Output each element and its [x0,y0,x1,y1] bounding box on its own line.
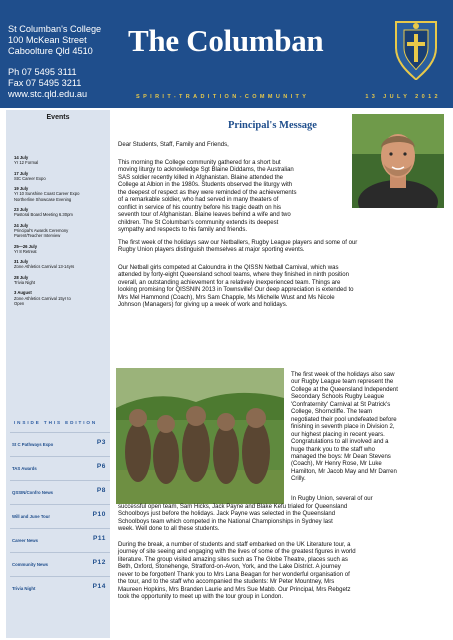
rugby-team-photo [116,368,284,504]
paragraph-rugby-union: successful open team, Sam Hicks, Jack Payne and Blake Kefu trialed for Queensland Schoolboys just before the holidays. Jack Payne was selected in the Queensland Schoolboys team which competed in the National Championships in Sydney last week. Well done to all these students. [118,504,348,533]
street-line: 100 McKean Street [8,35,87,46]
index-item[interactable]: Trivia Night P14 [10,576,110,600]
inside-edition-heading: INSIDE THIS EDITION [14,420,98,425]
principal-photo [352,114,444,208]
newsletter-title: The Columban [128,23,324,58]
article-heading: Principal's Message [228,120,317,131]
event-item: 24 July Principal's Awards Ceremony Parent/Teacher Interview [14,222,69,239]
paragraph-netball: Our Netball girls competed at Caloundra in the QISSN Netball Carnival, which was attended by forty-eight Queensland school teams, where they finished in ninth position overall, an outstanding achievement for a relatively inexperienced team. Things are looking promising for QISSNIN 2013 in Townsville! Our deep appreciation is extended to Mrs Mel Hammond (Coach), Mrs Sam Chapple, Ms Michelle Wust and Ms Nicole Johnson (Managers) for giving up a week of work and holidays. [118,265,354,309]
suburb-line: Caboolture Qld 4510 [8,46,93,57]
event-item: 19 July Yr 10 Sunshine Coast Career Expo Northerline Showcase Evening [14,186,80,202]
event-item: 14 July Yr 12 Formal [14,155,39,166]
school-address [8,24,101,100]
event-item: 23 July Pastoral Board Meeting 6.30pm [14,207,73,218]
paragraph-uk-tour: During the break, a number of students and staff embarked on the UK Literature tour, a journey of site seeing and engaging with the lives of some of the greatest figures in world literature. The group visited amazing sites such as The Globe Theatre, places such as Beth, Oxford, Stonehenge, Stratford-on-Avon, York, and the Lake District. A journey never to be forgotten! Thank you to Mrs Lana Beagan for her wonderful organisation of the tour, and to the staff who accompanied the students: Mr Peter Mountney, Mrs Maureen Hopkins, Mrs Branden Laurie and Mrs Sue Mabb. Our Principal, Mrs Rebgetz took the opportunity to meet up with the tour group in London. [118,542,356,601]
greeting: Dear Students, Staff, Family and Friends, [118,142,229,148]
paragraph-rugby-union-start: In Rugby Union, several of our [291,496,373,502]
college-crest-icon [390,18,442,84]
event-item: 28 July Trivia Night [14,274,36,286]
event-item: 17 July StC Career Expo [14,170,46,181]
events-heading: Events [46,114,70,121]
events-list [14,155,106,311]
motto-strip: SPIRIT-TRADITION-COMMUNITY [136,94,310,100]
masthead [0,0,453,108]
paragraph-rugby-league: The first week of the holidays also saw our Rugby League team represent the College at the Queensland Independent Secondary Schools Rugby League 'Confraternity' Carnival at St Patrick's College, Shorncliffe. The team negotiated their pool undefeated before finishing in seventh place in Division 2, our highest placing in recent years. Congratulations to all involved and a huge thank you to the staff who managed the boys: Mr Dean Stevens (Coach), Mr Henry Rose, Mr Luke Hamilton, Mr Jacob May and Mr Darren Crilly. [291,372,398,483]
phone-line: Ph 07 5495 3111 [8,66,77,77]
index-item[interactable]: Will and June Tour P10 [10,504,110,528]
school-name: St Columban's College [8,24,102,34]
edition-index [10,432,110,600]
paragraph-liturgy: This morning the College community gathered for a short but moving liturgy to acknowledge Sgt Blaine Diddams, the Australian SAS soldier recently killed in Afghanistan. Blaine attended the College at Albion in the 1980s. Students observed the liturgy with the deepest of respect as they were reminded of the achievements of a remarkable soldier, who had served in many theaters of conflict in service of his country before his tragic death on his seventh tour of Afghanistan. Blaine leaves behind a wife and two children. The St Columban's community extends its deepest sympathy and respects to his family and friends. [118,160,297,234]
index-item[interactable]: TAS Awards P6 [10,456,110,480]
fax-line: Fax 07 5495 3211 [8,77,82,88]
index-item[interactable]: Community News P12 [10,552,110,576]
index-item[interactable]: St C Pathways Expo P3 [10,432,110,456]
index-item[interactable]: Career News P11 [10,528,110,552]
event-item: 25—26 July Yr 8 Retreat [14,243,38,254]
issue-date: 13 JULY 2012 [365,94,441,100]
event-item: 31 July Zone Athletics Carnival 13-14yrs [14,259,75,270]
paragraph-holidays: The first week of the holidays saw our Netballers, Rugby League players and some of our Rugby Union players distinguish themselves at major sporting events. [118,240,358,254]
index-item[interactable]: QSSIN/Confro News P8 [10,480,110,504]
event-item: 3 August Zone Athletics Carnival 15yr to Open [14,290,71,306]
website-link[interactable]: www.stc.qld.edu.au [8,89,88,100]
